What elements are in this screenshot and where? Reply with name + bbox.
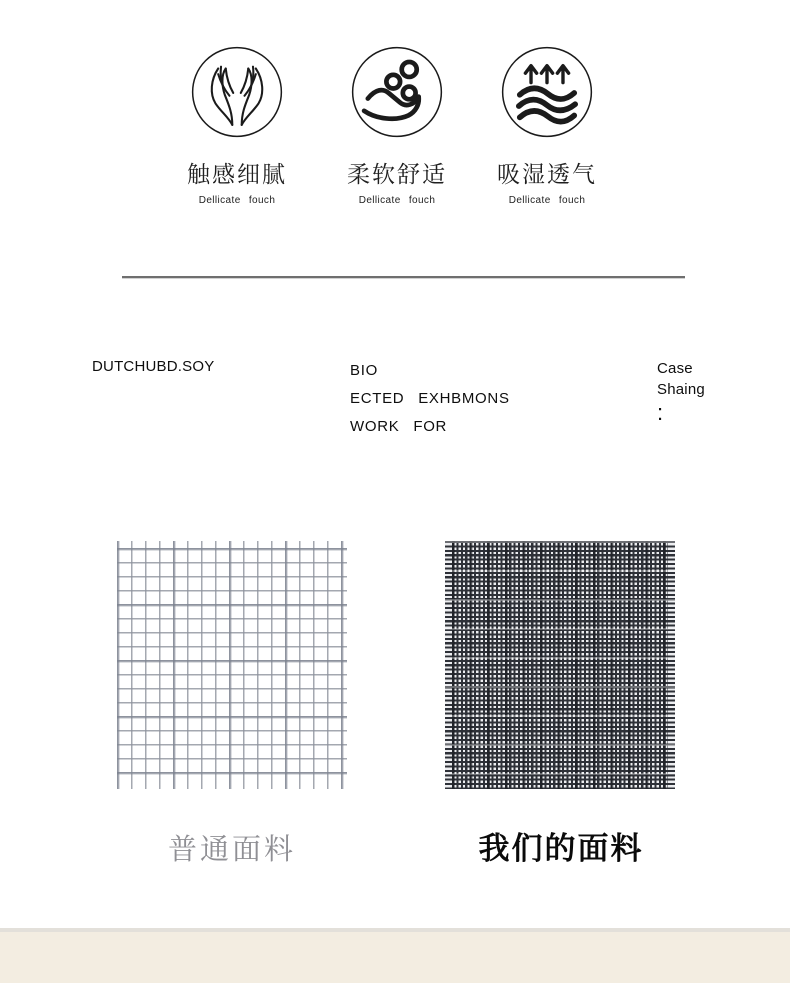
info-line: BIO xyxy=(350,362,378,379)
feature-sublabel: Dellicate fouch xyxy=(358,195,436,206)
info-text-block xyxy=(350,357,510,441)
premium-fabric-swatch xyxy=(445,541,675,789)
info-line: WORK FOR xyxy=(350,418,448,435)
feature-label: 吸湿透气 xyxy=(497,161,597,187)
info-line: ECTED EXHBMONS xyxy=(350,390,510,407)
case-text-block xyxy=(657,358,705,423)
feature-touch xyxy=(150,45,324,206)
breathability-icon xyxy=(500,45,594,139)
feature-soft xyxy=(310,45,484,206)
case-line: Case xyxy=(657,360,693,377)
cupped-hands-icon xyxy=(190,45,284,139)
brand-text: DUTCHUBD.SOY xyxy=(92,358,215,375)
divider-line xyxy=(122,276,685,278)
case-colon: : xyxy=(657,400,664,425)
case-line: Shaing xyxy=(657,381,705,398)
feature-label: 柔软舒适 xyxy=(347,161,447,187)
feature-label: 触感细腻 xyxy=(187,161,287,187)
plain-fabric-swatch xyxy=(117,541,347,789)
feature-sublabel: Dellicate fouch xyxy=(508,195,586,206)
hand-bubbles-icon xyxy=(350,45,444,139)
plain-fabric-label: 普通面料 xyxy=(167,834,296,866)
feature-breathable xyxy=(460,45,634,206)
premium-fabric-label: 我们的面料 xyxy=(478,831,644,866)
footer-bar xyxy=(0,928,790,983)
feature-sublabel: Dellicate fouch xyxy=(198,195,276,206)
